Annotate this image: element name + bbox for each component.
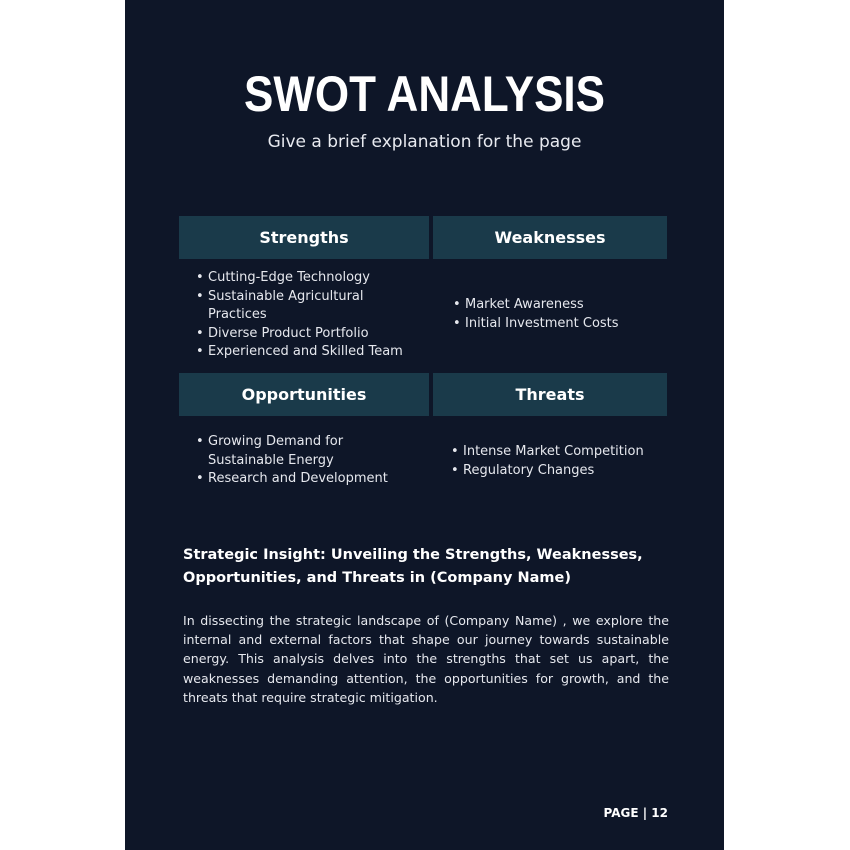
- insight-heading: Strategic Insight: Unveiling the Strengths, Weaknesses, Opportunities, and Threats in (Company Name): [183, 547, 643, 586]
- list-item: • Regulatory Changes: [451, 462, 667, 481]
- page-title: SWOT ANALYSIS: [243, 66, 605, 122]
- threats-heading: Threats: [515, 385, 585, 404]
- list-item: • Diverse Product Portfolio: [196, 325, 416, 344]
- threats-list: [451, 443, 667, 480]
- opportunities-list: [196, 433, 396, 489]
- page-number: PAGE | 12: [603, 806, 668, 820]
- weaknesses-heading: Weaknesses: [494, 228, 606, 247]
- list-item: • Intense Market Competition: [451, 443, 667, 462]
- strengths-header: [179, 216, 429, 259]
- list-item: • Market Awareness: [453, 296, 663, 315]
- strengths-heading: Strengths: [259, 228, 349, 247]
- list-item: • Research and Development: [196, 470, 396, 489]
- list-item: • Experienced and Skilled Team: [196, 343, 416, 362]
- weaknesses-header: [433, 216, 667, 259]
- list-item: • Cutting-Edge Technology: [196, 269, 416, 288]
- opportunities-heading: Opportunities: [241, 385, 367, 404]
- list-item: • Growing Demand for Sustainable Energy: [196, 433, 396, 470]
- weaknesses-list: [453, 296, 663, 333]
- strengths-list: [196, 269, 416, 362]
- list-item: • Sustainable Agricultural Practices: [196, 288, 416, 325]
- insight-paragraph: In dissecting the strategic landscape of (Company Name) , we explore the internal and external factors that shape our journey towards sustainable energy. This analysis delves into the strengths that set us apart, the weaknesses demanding attention, the opportunities for growth, and the threats that require strategic mitigation.: [183, 613, 669, 705]
- threats-header: [433, 373, 667, 416]
- document-page: [125, 0, 724, 850]
- list-item: • Initial Investment Costs: [453, 315, 663, 334]
- opportunities-header: [179, 373, 429, 416]
- page-subtitle: Give a brief explanation for the page: [267, 132, 582, 152]
